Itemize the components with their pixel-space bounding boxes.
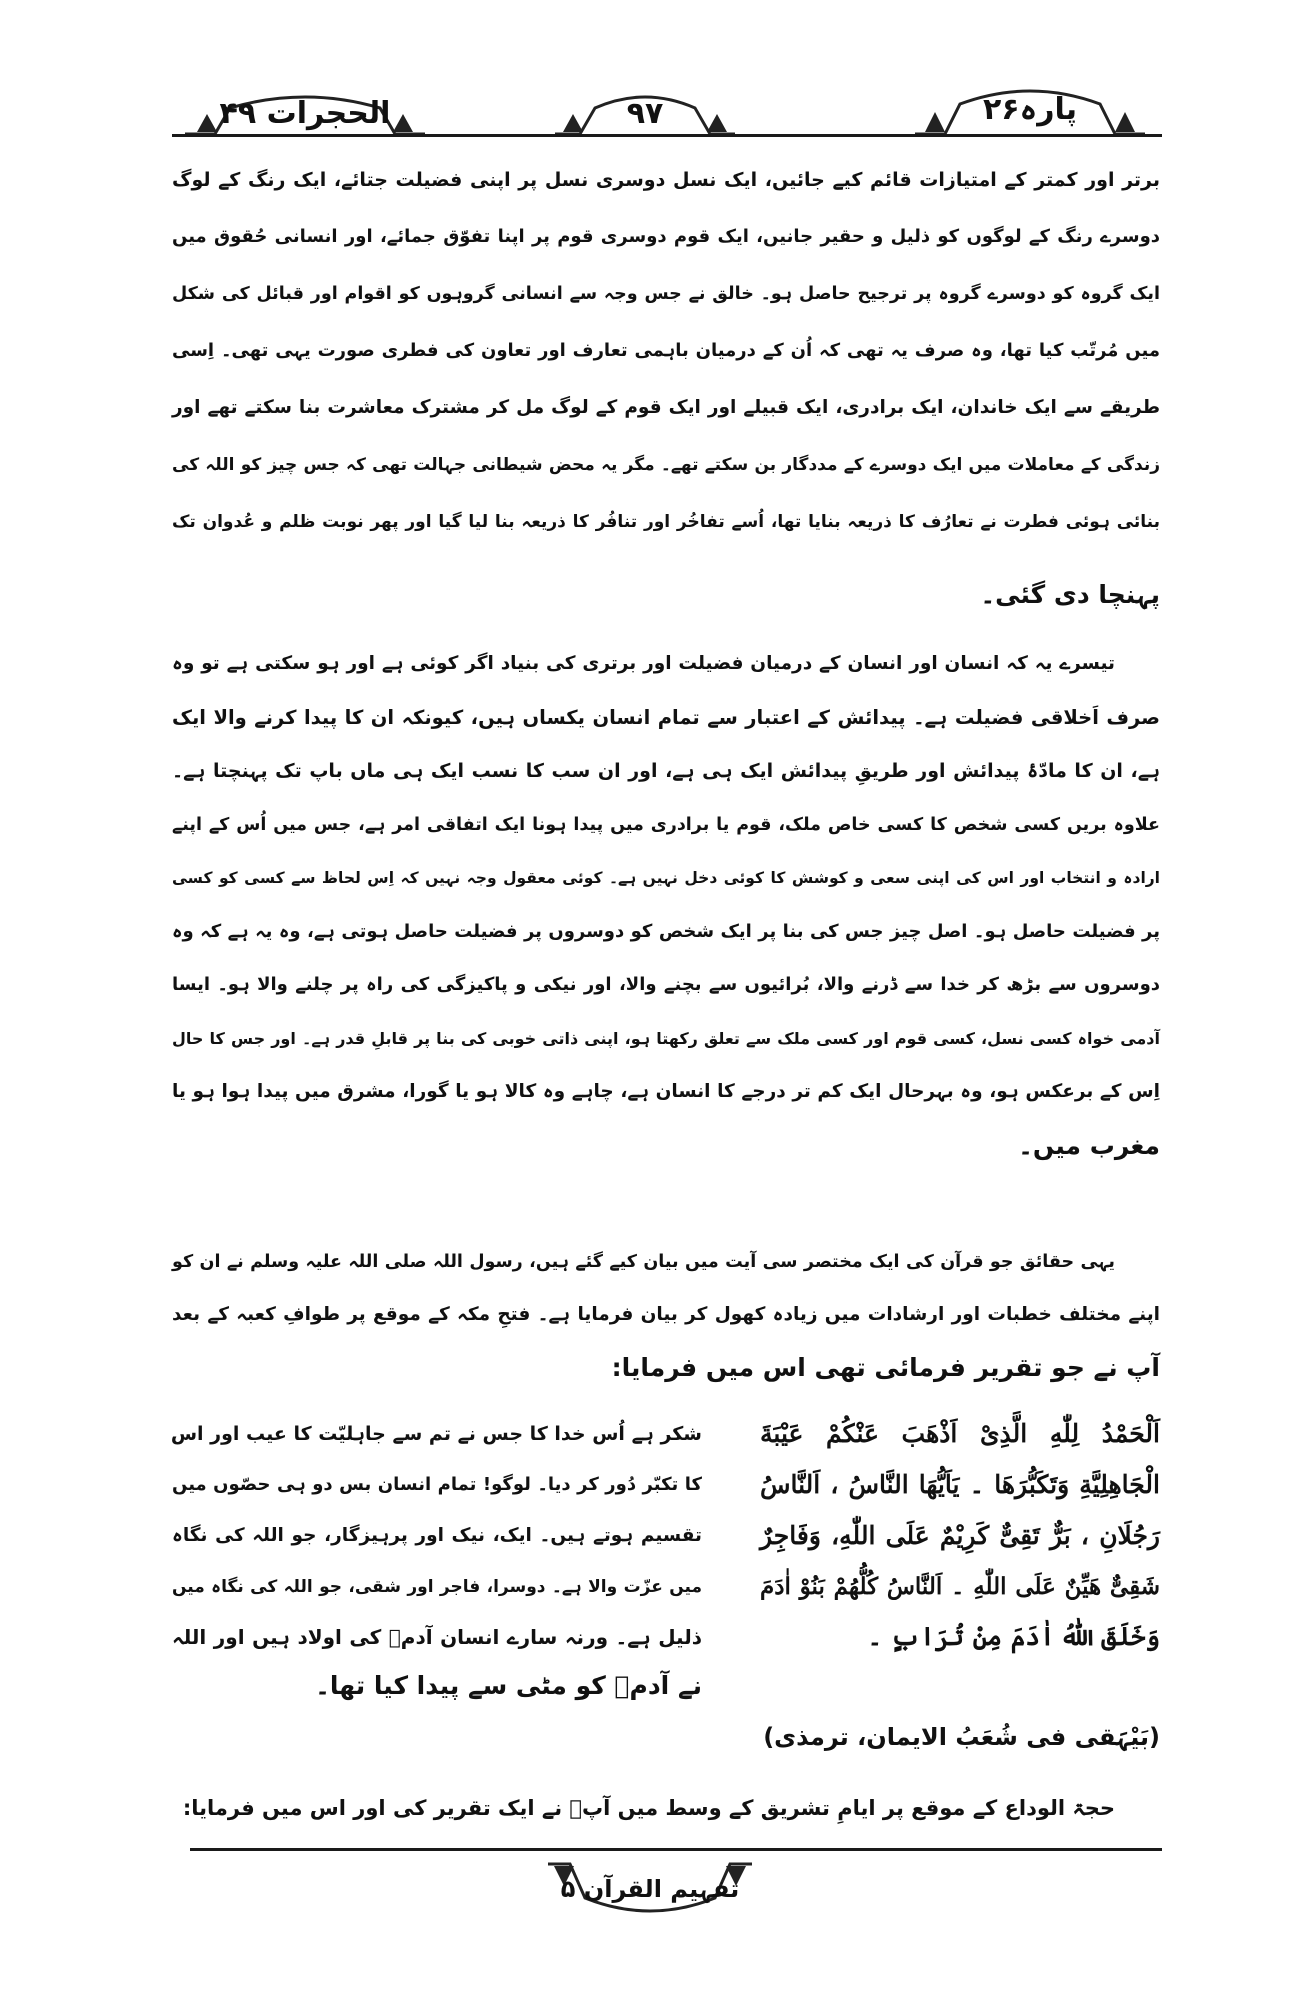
paragraph-line: صرف اَخلاقی فضیلت ہے۔ پیدائش کے اعتبار سے تمام انسان یکساں ہیں، کیونکہ ان کا پیدا کرنے والا ایک bbox=[172, 705, 1160, 729]
footer-rule bbox=[190, 1848, 1162, 1851]
paragraph-line: تیسرے یہ کہ انسان اور انسان کے درمیان فضیلت اور برتری کی بنیاد اگر کوئی ہے اور ہو سکتی ہے تو وہ bbox=[172, 653, 1115, 674]
paragraph-line: ایک گروہ کو دوسرے گروہ پر ترجیح حاصل ہو۔ خالق نے جس وجہ سے انسانی گروہوں کو اقوام اور قبائل کی شکل bbox=[172, 284, 1160, 304]
arabic-quote-line: وَخَلَقَ اللّٰهُ اٰدَمَ مِنْ تُرَابٍ ۔ bbox=[867, 1622, 1160, 1651]
urdu-translation-line: کا تکبّر دُور کر دیا۔ لوگو! تمام انسان بس دو ہی حصّوں میں bbox=[172, 1474, 702, 1495]
header-rule bbox=[172, 134, 1162, 137]
paragraph-line: اِس کے برعکس ہو، وہ بہرحال ایک کم تر درجے کا انسان ہے، چاہے وہ کالا ہو یا گورا، مشرق میں پیدا ہوا ہو یا bbox=[172, 1081, 1160, 1102]
paragraph-line: دوسروں سے بڑھ کر خدا سے ڈرنے والا، بُرائیوں سے بچنے والا، اور نیکی و پاکیزگی کی راہ پر چلنے والا ہو۔ ایسا bbox=[172, 974, 1160, 995]
arabic-quote-line: الْجَاهِلِیَّةِ وَتَکَبُّرَهَا ۔ یَاَیُّهَا النَّاسُ ، اَلنَّاسُ bbox=[760, 1470, 1160, 1499]
paragraph-line: بنائی ہوئی فطرت نے تعارُف کا ذریعہ بنایا تھا، اُسے تفاخُر اور تنافُر کا ذریعہ بنا لیا گیا اور پھر نوبت ظلم و عُدوان تک bbox=[172, 512, 1160, 532]
paragraph-line: اپنے مختلف خطبات اور ارشادات میں زیادہ کھول کر بیان فرمایا ہے۔ فتحِ مکہ کے موقع پر طوافِ کعبہ کے بعد bbox=[172, 1304, 1160, 1325]
footer-book-title: تفہیم القرآن ۵ bbox=[540, 1858, 760, 1920]
urdu-translation-line: تقسیم ہوتے ہیں۔ ایک، نیک اور پرہیزگار، جو اللہ کی نگاہ bbox=[172, 1525, 702, 1546]
arabic-quote-line: شَقِیٌّ هَیِّنٌ عَلَی اللّٰهِ ۔ اَلنَّاسُ کُلُّهُمْ بَنُوْ اٰدَمَ bbox=[760, 1573, 1160, 1600]
paragraph-line: زندگی کے معاملات میں ایک دوسرے کے مددگار بن سکتے تھے۔ مگر یہ محض شیطانی جہالت تھی کہ جس چیز کو اللہ کی bbox=[172, 455, 1160, 475]
paragraph-line: پر فضیلت حاصل ہو۔ اصل چیز جس کی بنا پر ایک شخص کو دوسروں پر فضیلت حاصل ہوتی ہے، وہ یہ ہے کہ وہ bbox=[172, 920, 1160, 942]
paragraph-line: مغرب میں۔ bbox=[1018, 1130, 1160, 1160]
quote-citation: (بَیْہَقی فی شُعَبُ الایمان، ترمذی) bbox=[763, 1723, 1160, 1751]
arabic-quote-line: اَلْحَمْدُ لِلّٰهِ الَّذِیْ اَذْهَبَ عَنْکُمْ عَیْبَةَ bbox=[760, 1419, 1160, 1448]
paragraph-line: آدمی خواہ کسی نسل، کسی قوم اور کسی ملک سے تعلق رکھتا ہو، اپنی ذاتی خوبی کی بنا پر قابلِ قدر ہے۔ اور جس کا حال bbox=[172, 1028, 1160, 1048]
paragraph-line: علاوہ بریں کسی شخص کا کسی خاص ملک، قوم یا برادری میں پیدا ہونا ایک اتفاقی امر ہے، جس میں اُس کے اپنے bbox=[172, 814, 1160, 835]
urdu-translation-line: ذلیل ہے۔ ورنہ سارے انسان آدمؑ کی اولاد ہیں اور اللہ bbox=[172, 1625, 702, 1649]
paragraph-line: پہنچا دی گئی۔ bbox=[980, 580, 1160, 609]
header-juz-label: پارہ۲۶ bbox=[905, 80, 1155, 138]
header-surah-label: الحجرات ۴۹ bbox=[175, 88, 435, 138]
paragraph-line: برتر اور کمتر کے امتیازات قائم کیے جائیں، ایک نسل دوسری نسل پر اپنی فضیلت جتائے، ایک رنگ کے لوگ bbox=[172, 169, 1160, 191]
paragraph-line: آپ نے جو تقریر فرمائی تھی اس میں فرمایا: bbox=[611, 1353, 1160, 1382]
paragraph-line: ارادہ و انتخاب اور اس کی اپنی سعی و کوشش کا کوئی دخل نہیں ہے۔ کوئی معقول وجہ نہیں کہ اِس لحاظ سے کسی کو کسی bbox=[172, 869, 1160, 887]
arabic-quote-line: رَجُلَانِ ، بَرٌّ تَقِیٌّ کَرِیْمٌ عَلَی اللّٰهِ، وَفَاجِرٌ bbox=[760, 1521, 1160, 1550]
paragraph-line: یہی حقائق جو قرآن کی ایک مختصر سی آیت میں بیان کیے گئے ہیں، رسول اللہ صلی اللہ علیہ وسلم نے ان کو bbox=[172, 1252, 1115, 1272]
paragraph-line: طریقے سے ایک خاندان، ایک برادری، ایک قبیلے اور ایک قوم کے لوگ مل کر مشترک معاشرت بنا سکتے تھے اور bbox=[172, 397, 1160, 418]
paragraph-line: میں مُرتّب کیا تھا، وہ صرف یہ تھی کہ اُن کے درمیان باہمی تعارف اور تعاون کی فطری صورت یہی تھی۔ اِسی bbox=[172, 340, 1160, 361]
urdu-translation-line: شکر ہے اُس خدا کا جس نے تم سے جاہلیّت کا عیب اور اس bbox=[170, 1423, 702, 1445]
header-page-number: ۹۷ bbox=[545, 88, 745, 138]
urdu-translation-line: نے آدمؑ کو مٹی سے پیدا کیا تھا۔ bbox=[315, 1671, 702, 1700]
urdu-translation-line: میں عزّت والا ہے۔ دوسرا، فاجر اور شقی، جو اللہ کی نگاہ میں bbox=[172, 1577, 702, 1597]
paragraph-line: ہے، ان کا مادّۂ پیدائش اور طریقِ پیدائش ایک ہی ہے، اور ان سب کا نسب ایک ہی ماں باپ تک پہنچتا ہے۔ bbox=[172, 760, 1160, 782]
closing-line: حجۃ الوداع کے موقع پر ایامِ تشریق کے وسط میں آپؐ نے ایک تقریر کی اور اس میں فرمایا: bbox=[182, 1796, 1115, 1820]
paragraph-line: دوسرے رنگ کے لوگوں کو ذلیل و حقیر جانیں، ایک قوم دوسری قوم پر اپنا تفوّق جمائے، اور انسانی حُقوق میں bbox=[172, 226, 1160, 247]
